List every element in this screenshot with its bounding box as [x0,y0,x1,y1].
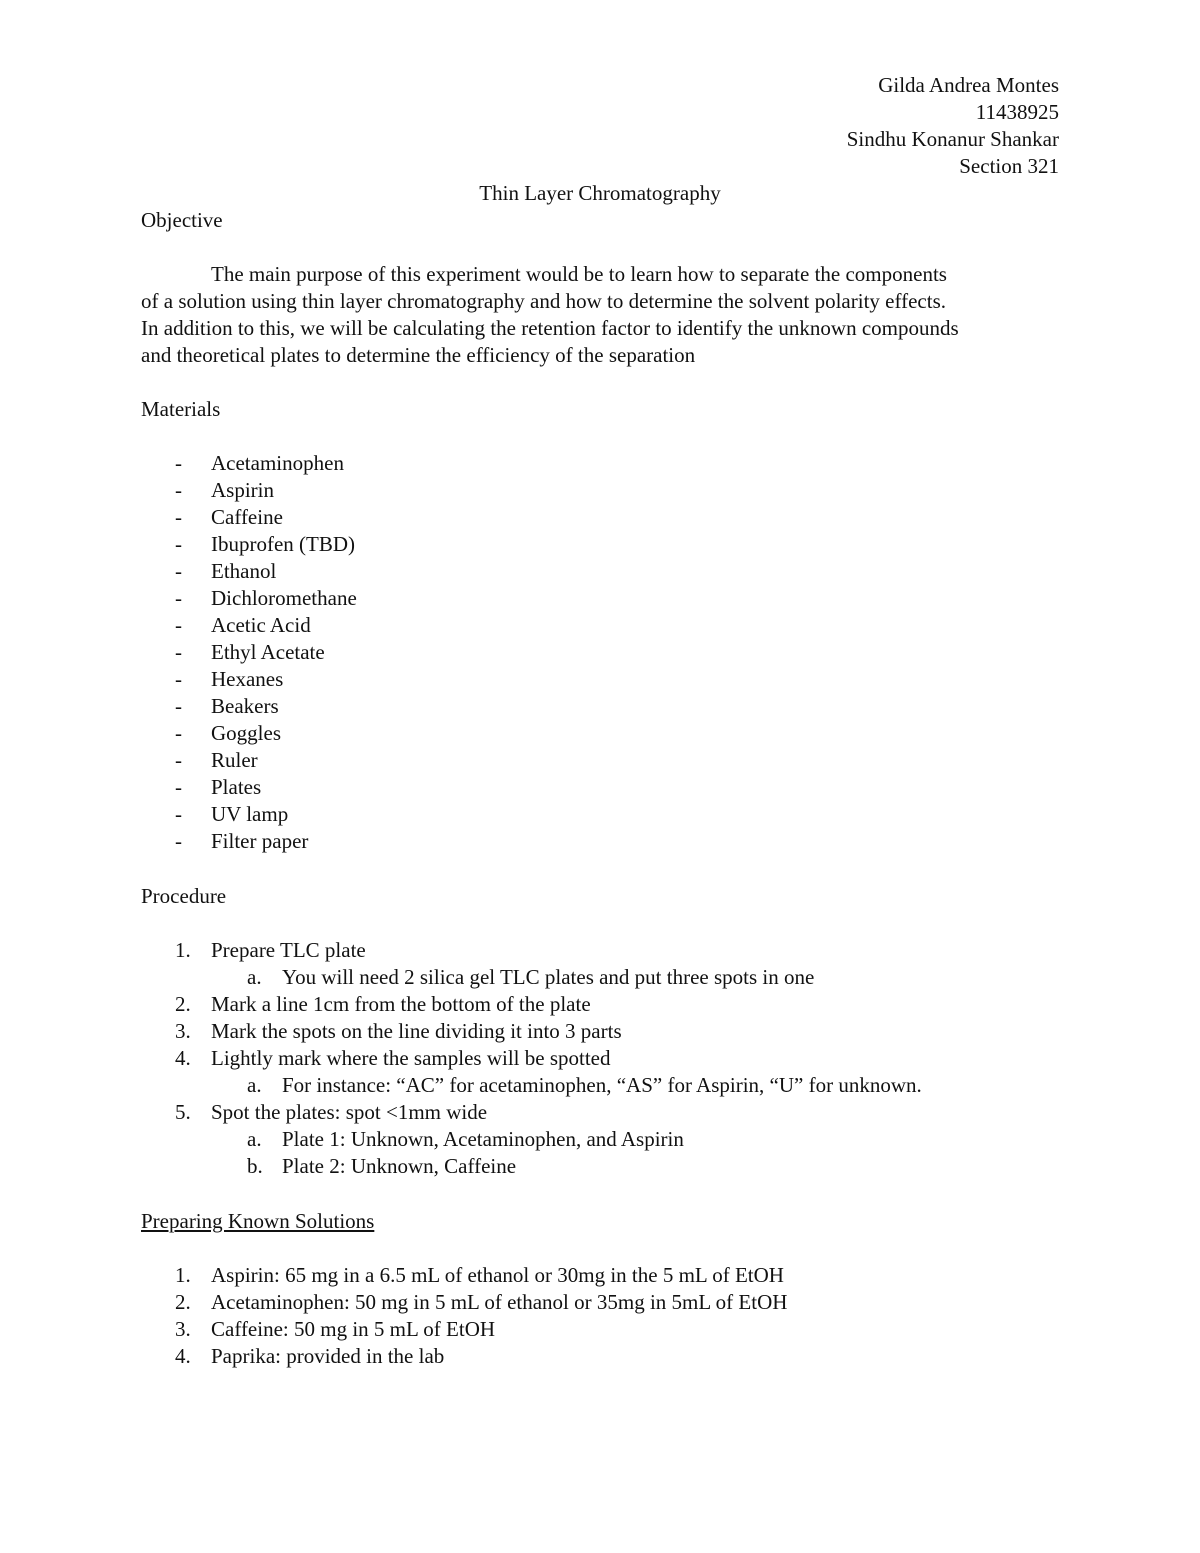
material-label: Goggles [211,721,281,745]
material-label: Beakers [211,694,279,718]
substep-letter: a. [247,965,262,989]
partner-name: Sindhu Konanur Shankar [846,127,1059,151]
solution-text: Acetaminophen: 50 mg in 5 mL of ethanol or 35mg in 5mL of EtOH [211,1290,788,1314]
bullet-dash: - [175,829,182,853]
solution-number: 4. [175,1344,191,1368]
material-label: Ethanol [211,559,277,583]
step-number: 1. [175,938,191,962]
bullet-dash: - [175,640,182,664]
objective-line: of a solution using thin layer chromatography and how to determine the solvent polarity effects. [141,289,946,313]
material-label: Aspirin [211,478,274,502]
substep-text: For instance: “AC” for acetaminophen, “AS” for Aspirin, “U” for unknown. [282,1073,922,1097]
document-title: Thin Layer Chromatography [479,181,721,205]
bullet-dash: - [175,532,182,556]
known-solutions-heading: Preparing Known Solutions [141,1209,375,1233]
material-label: Ruler [211,748,258,772]
material-label: Acetic Acid [211,613,311,637]
step-text: Spot the plates: spot <1mm wide [211,1100,488,1124]
author-header [847,72,1059,180]
substep-letter: a. [247,1127,262,1151]
student-id: 11438925 [975,100,1059,124]
bullet-dash: - [175,775,182,799]
objective-line: and theoretical plates to determine the efficiency of the separation [141,343,696,367]
bullet-dash: - [175,667,182,691]
material-label: Ethyl Acetate [211,640,325,664]
material-label: Filter paper [211,829,309,853]
substep-text: Plate 2: Unknown, Caffeine [282,1154,517,1178]
material-label: UV lamp [211,802,289,826]
substep-text: Plate 1: Unknown, Acetaminophen, and Aspirin [282,1127,684,1151]
material-label: Ibuprofen (TBD) [211,532,356,556]
step-text: Mark the spots on the line dividing it into 3 parts [211,1019,622,1043]
substep-letter: a. [247,1073,262,1097]
material-label: Dichloromethane [211,586,357,610]
step-text: Lightly mark where the samples will be spotted [211,1046,611,1070]
author-name: Gilda Andrea Montes [878,73,1059,97]
bullet-dash: - [175,559,182,583]
bullet-dash: - [175,748,182,772]
material-label: Acetaminophen [211,451,344,475]
solution-text: Caffeine: 50 mg in 5 mL of EtOH [211,1317,496,1341]
bullet-dash: - [175,478,182,502]
material-label: Hexanes [211,667,284,691]
objective-paragraph [141,261,1061,369]
solution-text: Aspirin: 65 mg in a 6.5 mL of ethanol or 30mg in the 5 mL of EtOH [211,1263,784,1287]
bullet-dash: - [175,694,182,718]
materials-heading: Materials [141,397,221,421]
step-number: 4. [175,1046,191,1070]
objective-line: In addition to this, we will be calculating the retention factor to identify the unknown compounds [141,316,959,340]
step-text: Mark a line 1cm from the bottom of the plate [211,992,591,1016]
procedure-heading: Procedure [141,884,227,908]
solution-number: 1. [175,1263,191,1287]
objective-heading: Objective [141,208,223,232]
step-number: 3. [175,1019,191,1043]
material-label: Plates [211,775,262,799]
solution-number: 2. [175,1290,191,1314]
step-text: Prepare TLC plate [211,938,366,962]
bullet-dash: - [175,505,182,529]
bullet-dash: - [175,802,182,826]
bullet-dash: - [175,613,182,637]
bullet-dash: - [175,586,182,610]
step-number: 5. [175,1100,191,1124]
bullet-dash: - [175,451,182,475]
material-label: Caffeine [211,505,283,529]
substep-text: You will need 2 silica gel TLC plates and put three spots in one [282,965,815,989]
section-number: Section 321 [959,154,1059,178]
substep-letter: b. [247,1154,263,1178]
solution-text: Paprika: provided in the lab [211,1344,445,1368]
solution-number: 3. [175,1317,191,1341]
step-number: 2. [175,992,191,1016]
objective-line: The main purpose of this experiment would be to learn how to separate the components [211,262,947,286]
bullet-dash: - [175,721,182,745]
